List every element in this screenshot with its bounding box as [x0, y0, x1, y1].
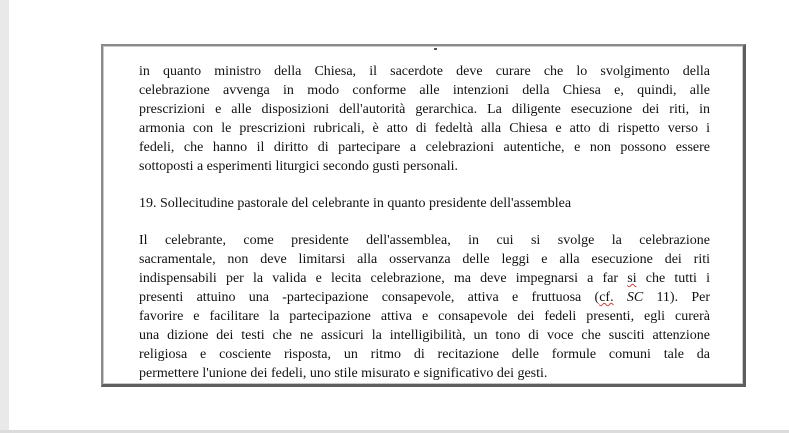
- text-line: prescrizioni e alle disposizioni dell'autorità gerarchica. La diligente esecuzione dei riti, in: [139, 102, 710, 117]
- text-line: una dizione dei testi che ne assicuri la intelligibilità, un tono di voce che susciti attenzione: [139, 328, 710, 343]
- text-segment: che tutti i: [636, 271, 710, 286]
- text-line: Il celebrante, come presidente dell'assemblea, in cui si svolge la celebrazione: [139, 233, 710, 248]
- text-line: permettere l'unione dei fedeli, uno stile misurato e significativo dei gesti.: [139, 366, 548, 381]
- document-text[interactable]: [139, 62, 710, 383]
- spelling-error[interactable]: si: [627, 271, 637, 286]
- text-frame[interactable]: [101, 44, 746, 387]
- text-segment: presenti attuino una -partecipazione consapevole, attiva e fruttuosa (: [139, 290, 600, 305]
- paragraph-2: [139, 231, 710, 383]
- text-line: in quanto ministro della Chiesa, il sacerdote deve curare che lo svolgimento della: [139, 64, 710, 79]
- text-line: fedeli, che hanno il diritto di partecipare a celebrazioni autentiche, e non possono essere: [139, 140, 710, 155]
- paragraph-1: [139, 62, 710, 176]
- text-line: sottoposti a esperimenti liturgici secondo gusti personali.: [139, 159, 458, 174]
- italic-abbrev: SC: [613, 290, 644, 305]
- text-line: favorire e facilitare la partecipazione attiva e consapevole dei fedeli presenti, egli curerà: [139, 309, 710, 324]
- text-line: armonia con le prescrizioni rubricali, è atto di fedeltà alla Chiesa e atto di rispetto verso i: [139, 121, 710, 136]
- text-line: [139, 269, 710, 288]
- spelling-error[interactable]: cf.: [599, 290, 614, 305]
- section-heading: 19. Sollecitudine pastorale del celebrante in quanto presidente dell'assemblea: [139, 196, 572, 211]
- cursor-mark: [434, 48, 437, 50]
- text-line: religiosa e cosciente risposta, un ritmo di recitazione delle formule comuni tale da: [139, 347, 710, 362]
- text-line: sacramentale, non deve limitarsi alla osservanza delle leggi e alla esecuzione dei riti: [139, 252, 710, 267]
- text-line: [139, 288, 710, 307]
- text-segment: 11). Per: [643, 290, 711, 305]
- text-line: celebrazione avvenga in modo conforme alle intenzioni della Chiesa e, quindi, alle: [139, 83, 710, 98]
- text-segment: indispensabili per la valida e lecita celebrazione, ma deve impegnarsi a far: [139, 271, 628, 286]
